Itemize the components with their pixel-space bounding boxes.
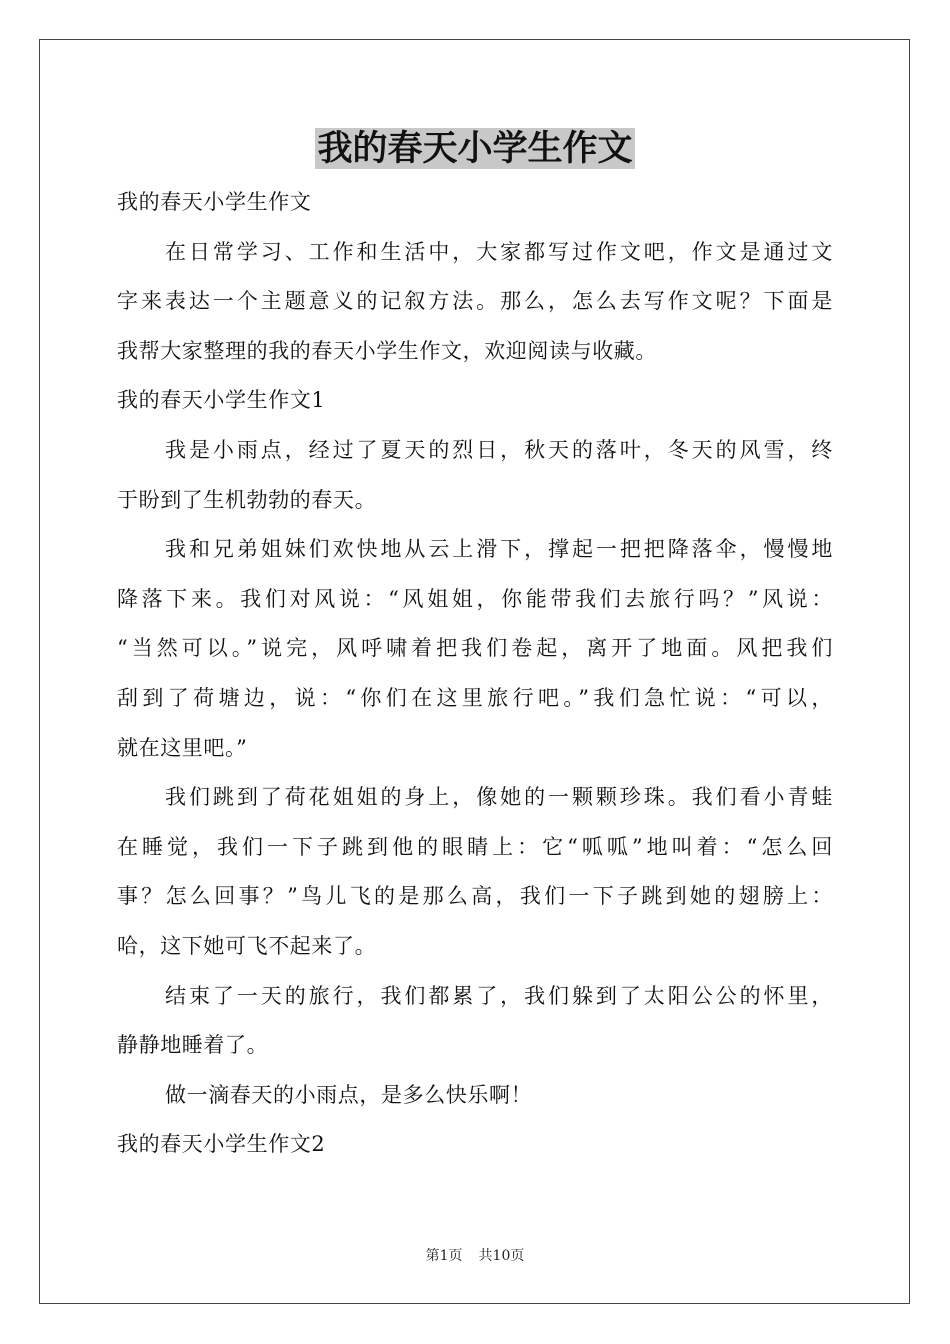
- document-title-text: 我的春天小学生作文: [317, 128, 633, 169]
- paragraph-line: 哈，这下她可飞不起来了。: [117, 933, 377, 958]
- page-number: 第1页: [425, 1248, 463, 1264]
- section-heading: 我的春天小学生作文2: [117, 1132, 326, 1157]
- paragraph-line: 我是小雨点，经过了夏天的烈日，秋天的落叶，冬天的风雪，终: [165, 437, 833, 462]
- paragraph-line: 于盼到了生机勃勃的春天。: [117, 487, 377, 512]
- page-total: 共10页: [478, 1248, 525, 1264]
- paragraph-line: 我帮大家整理的我的春天小学生作文，欢迎阅读与收藏。: [117, 338, 657, 363]
- paragraph-line: 在日常学习、工作和生活中，大家都写过作文吧，作文是通过文: [165, 239, 833, 264]
- paragraph-line: 在睡觉，我们一下子跳到他的眼睛上：它“呱呱”地叫着：“怎么回: [117, 834, 833, 859]
- paragraph-line: 就在这里吧。”: [117, 735, 248, 760]
- document-body: [117, 178, 833, 1170]
- paragraph-line: 字来表达一个主题意义的记叙方法。那么，怎么去写作文呢？下面是: [117, 289, 833, 314]
- paragraph-line: 我和兄弟姐妹们欢快地从云上滑下，撑起一把把降落伞，慢慢地: [165, 537, 833, 562]
- paragraph-line: 刮到了荷塘边，说：“你们在这里旅行吧。”我们急忙说：“可以，: [117, 685, 833, 710]
- section-heading: 我的春天小学生作文1: [117, 388, 326, 413]
- paragraph-line: 静静地睡着了。: [117, 1033, 269, 1058]
- document-title: [0, 126, 950, 172]
- paragraph-line: 做一滴春天的小雨点，是多么快乐啊！: [165, 1082, 533, 1107]
- paragraph-line: 降落下来。我们对风说：“风姐姐，你能带我们去旅行吗？”风说：: [117, 586, 833, 611]
- paragraph-line: “当然可以。”说完，风呼啸着把我们卷起，离开了地面。风把我们: [117, 636, 833, 661]
- paragraph-line: 事？怎么回事？”鸟儿飞的是那么高，我们一下子跳到她的翅膀上：: [117, 884, 833, 909]
- paragraph-line: 结束了一天的旅行，我们都累了，我们躲到了太阳公公的怀里，: [165, 983, 833, 1008]
- paragraph-line: 我们跳到了荷花姐姐的身上，像她的一颗颗珍珠。我们看小青蛙: [165, 785, 833, 810]
- subtitle-line: 我的春天小学生作文: [117, 190, 312, 214]
- page-footer: [0, 1246, 950, 1266]
